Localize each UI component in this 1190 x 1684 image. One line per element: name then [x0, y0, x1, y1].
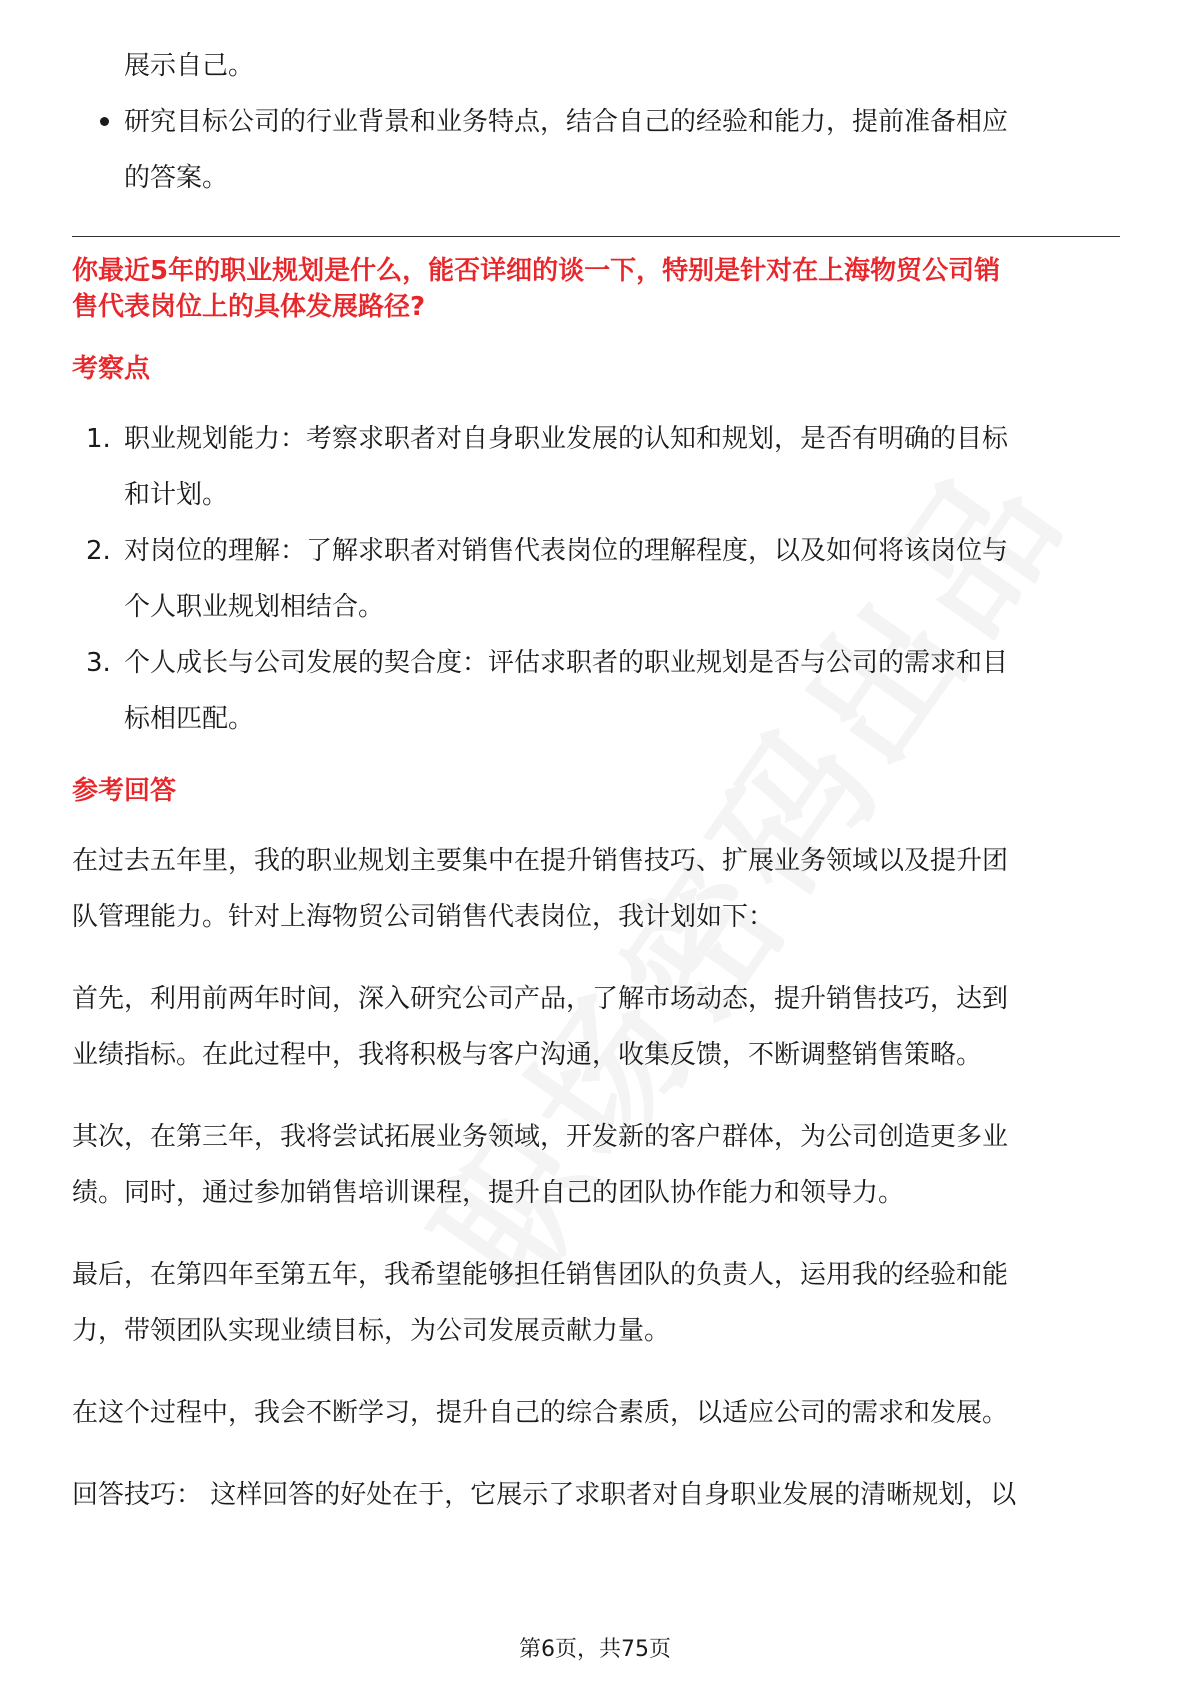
- bullet-dot-icon: [100, 117, 109, 126]
- focus-section-title: 考察点: [72, 354, 151, 384]
- paragraph-line1: 其次，在第三年，我将尝试拓展业务领域，开发新的客户群体，为公司创造更多业: [72, 1122, 1009, 1152]
- paragraph-line1: 首先，利用前两年时间，深入研究公司产品，了解市场动态，提升销售技巧，达到: [72, 984, 1009, 1014]
- section-divider: [72, 236, 1120, 237]
- tip-line1: 回答技巧： 这样回答的好处在于，它展示了求职者对自身职业发展的清晰规划，以: [72, 1480, 1017, 1510]
- list-item-text-line2: 和计划。: [124, 480, 229, 510]
- bullet-text-line1: 研究目标公司的行业背景和业务特点，结合自己的经验和能力，提前准备相应: [124, 107, 1009, 137]
- answer-paragraph: [72, 833, 1120, 945]
- list-item-text-line1: 个人成长与公司发展的契合度：评估求职者的职业规划是否与公司的需求和目: [124, 648, 1009, 678]
- answer-paragraph: [72, 1385, 1120, 1441]
- bullet-text-line2: 的答案。: [124, 163, 229, 193]
- intro-continuation: 展示自己。: [124, 51, 255, 81]
- list-item-text-line2: 个人职业规划相结合。: [124, 592, 385, 622]
- focus-points-list: [72, 411, 1120, 747]
- answer-tip: [72, 1467, 1120, 1523]
- page-content: [72, 38, 1120, 1523]
- list-item: [72, 411, 1120, 523]
- answer-section-title: 参考回答: [72, 776, 177, 806]
- paragraph-line1: 最后，在第四年至第五年，我希望能够担任销售团队的负责人，运用我的经验和能: [72, 1260, 1009, 1290]
- list-item-text-line1: 职业规划能力：考察求职者对自身职业发展的认知和规划，是否有明确的目标: [124, 424, 1009, 454]
- list-item-text-line1: 对岗位的理解：了解求职者对销售代表岗位的理解程度，以及如何将该岗位与: [124, 536, 1009, 566]
- list-item-number: 1.: [86, 424, 111, 454]
- answer-paragraph: [72, 971, 1120, 1083]
- paragraph-line2: 绩。同时，通过参加销售培训课程，提升自己的团队协作能力和领导力。: [72, 1178, 905, 1208]
- answer-paragraph: [72, 1247, 1120, 1359]
- list-item-text-line2: 标相匹配。: [124, 704, 255, 734]
- question-title-line2: 售代表岗位上的具体发展路径?: [72, 292, 426, 322]
- list-item-number: 2.: [86, 536, 111, 566]
- paragraph-line1: 在这个过程中，我会不断学习，提升自己的综合素质，以适应公司的需求和发展。: [72, 1398, 1009, 1428]
- answer-paragraph: [72, 1109, 1120, 1221]
- paragraph-line2: 业绩指标。在此过程中，我将积极与客户沟通，收集反馈，不断调整销售策略。: [72, 1040, 983, 1070]
- list-item: [72, 523, 1120, 635]
- list-item-number: 3.: [86, 648, 111, 678]
- list-item: [72, 635, 1120, 747]
- page-number: 第6页，共75页: [519, 1637, 671, 1662]
- bullet-item: [72, 94, 1120, 206]
- question-title-line1: 你最近5年的职业规划是什么，能否详细的谈一下，特别是针对在上海物贸公司销: [72, 256, 1001, 286]
- paragraph-line2: 力，带领团队实现业绩目标，为公司发展贡献力量。: [72, 1316, 671, 1346]
- paragraph-line1: 在过去五年里，我的职业规划主要集中在提升销售技巧、扩展业务领域以及提升团: [72, 846, 1009, 876]
- paragraph-line2: 队管理能力。针对上海物贸公司销售代表岗位，我计划如下：: [72, 902, 775, 932]
- answer-body: [72, 833, 1120, 1523]
